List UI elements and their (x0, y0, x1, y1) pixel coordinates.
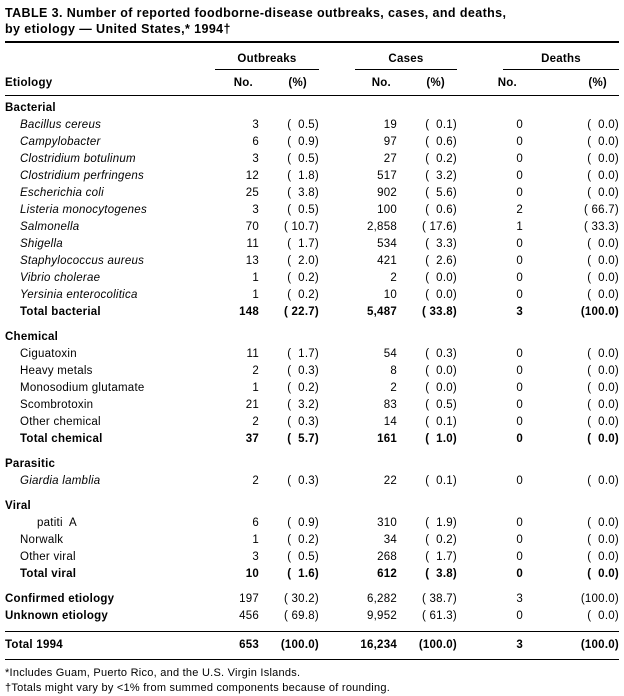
etiology-label: Ciguatoxin (20, 348, 77, 360)
outbreaks-no: 13 (245, 255, 259, 267)
cases-pct: ( 0.5) (425, 399, 457, 411)
table-row (5, 151, 619, 168)
etiology-label: Total 1994 (5, 639, 63, 651)
cases-no: 421 (377, 255, 397, 267)
etiology-label: Norwalk (20, 534, 64, 546)
etiology-label: Bacterial (5, 102, 56, 114)
deaths-pct: ( 0.0) (587, 551, 619, 563)
outbreaks-no: 1 (252, 289, 259, 301)
cases-pct: ( 1.9) (425, 517, 457, 529)
cases-pct: ( 3.2) (425, 170, 457, 182)
etiology-label: Chemical (5, 331, 59, 343)
deaths-pct: ( 0.0) (587, 610, 619, 622)
deaths-no: 0 (516, 365, 523, 377)
footnote-1: *Includes Guam, Puerto Rico, and the U.S. Virgin Islands. (5, 667, 301, 679)
table-row (5, 185, 619, 202)
section-header-row (5, 456, 619, 473)
deaths-no: 0 (516, 170, 523, 182)
table-row (5, 134, 619, 151)
summary-row (5, 608, 619, 625)
deaths-no: 0 (516, 568, 523, 580)
outbreaks-pct: ( 0.9) (287, 136, 319, 148)
cases-no: 161 (377, 433, 397, 445)
outbreaks-pct: ( 0.3) (287, 365, 319, 377)
etiology-label: Clostridium botulinum (20, 153, 136, 165)
cases-group-header: Cases (355, 52, 457, 70)
outbreaks-no: 3 (252, 153, 259, 165)
table-row (5, 346, 619, 363)
cases-no: 2,858 (366, 221, 397, 233)
cases-no: 8 (390, 365, 397, 377)
deaths-pct: (100.0) (580, 593, 619, 605)
deaths-no: 0 (516, 433, 523, 445)
cases-no: 100 (377, 204, 397, 216)
etiology-label: Unknown etiology (5, 610, 109, 622)
etiology-label: Bacillus cereus (20, 119, 102, 131)
section-total-row (5, 566, 619, 583)
deaths-pct: ( 0.0) (587, 289, 619, 301)
grand-total-row (5, 637, 619, 654)
cases-pct: ( 0.0) (425, 365, 457, 377)
cases-no: 5,487 (366, 306, 397, 318)
outbreaks-no: 11 (246, 238, 259, 250)
column-group-header-row (5, 52, 619, 70)
table-row (5, 270, 619, 287)
outbreaks-pct: ( 22.7) (284, 306, 319, 318)
cases-pct: ( 0.2) (425, 534, 457, 546)
table-row (5, 236, 619, 253)
outbreaks-no: 21 (245, 399, 259, 411)
group-header-spacer (5, 52, 215, 70)
deaths-pct: ( 0.0) (587, 348, 619, 360)
outbreaks-group-header: Outbreaks (215, 52, 319, 70)
deaths-pct: ( 0.0) (587, 416, 619, 428)
cases-no: 902 (377, 187, 397, 199)
outbreaks-pct: ( 0.5) (287, 204, 319, 216)
cases-pct: ( 0.1) (425, 119, 457, 131)
outbreaks-no: 37 (245, 433, 259, 445)
table-title-line1: TABLE 3. Number of reported foodborne-disease outbreaks, cases, and deaths, (5, 6, 507, 20)
deaths-pct: ( 0.0) (587, 534, 619, 546)
outbreaks-pct: ( 1.7) (287, 348, 319, 360)
etiology-label: Scombrotoxin (20, 399, 94, 411)
outbreaks-pct: ( 0.2) (287, 534, 319, 546)
table-row (5, 380, 619, 397)
outbreaks-pct: ( 1.6) (287, 568, 319, 580)
outbreaks-no: 2 (252, 416, 259, 428)
cases-pct: ( 5.6) (425, 187, 457, 199)
deaths-pct-header: (%) (588, 77, 607, 89)
outbreaks-pct: ( 1.8) (287, 170, 319, 182)
etiology-label: Escherichia coli (20, 187, 104, 199)
outbreaks-pct: ( 1.7) (287, 238, 319, 250)
deaths-pct: ( 0.0) (587, 399, 619, 411)
deaths-no: 0 (516, 399, 523, 411)
section-total-row (5, 304, 619, 321)
outbreaks-no: 6 (252, 517, 259, 529)
outbreaks-no: 2 (252, 475, 259, 487)
etiology-label: Monosodium glutamate (20, 382, 145, 394)
table-row (5, 253, 619, 270)
etiology-label: Staphylococcus aureus (20, 255, 145, 267)
table-row (5, 363, 619, 380)
outbreaks-pct: ( 0.3) (287, 416, 319, 428)
outbreaks-no: 25 (245, 187, 259, 199)
etiology-label: Parasitic (5, 458, 56, 470)
deaths-pct: ( 0.0) (587, 255, 619, 267)
summary-row (5, 591, 619, 608)
outbreaks-no: 12 (245, 170, 259, 182)
cases-pct: ( 0.1) (425, 416, 457, 428)
cases-pct: ( 3.3) (425, 238, 457, 250)
etiology-column-header: Etiology (5, 77, 53, 89)
outbreaks-pct: ( 0.5) (287, 153, 319, 165)
deaths-no: 3 (516, 639, 523, 651)
outbreaks-no: 10 (245, 568, 259, 580)
deaths-no: 0 (516, 517, 523, 529)
deaths-no: 0 (516, 153, 523, 165)
outbreaks-no: 1 (252, 534, 259, 546)
outbreaks-no: 3 (252, 551, 259, 563)
section-header-row (5, 100, 619, 117)
deaths-pct: (100.0) (580, 306, 619, 318)
deaths-no: 0 (516, 382, 523, 394)
cases-no: 534 (377, 238, 397, 250)
deaths-pct: ( 0.0) (587, 433, 619, 445)
outbreaks-pct: ( 0.3) (287, 475, 319, 487)
cases-pct: ( 17.6) (422, 221, 457, 233)
outbreaks-no: 2 (252, 365, 259, 377)
etiology-label: Listeria monocytogenes (20, 204, 147, 216)
deaths-pct: ( 0.0) (587, 187, 619, 199)
deaths-no-header: No. (497, 77, 517, 89)
outbreaks-no: 148 (239, 306, 259, 318)
outbreaks-no-header: No. (233, 77, 253, 89)
cases-no: 97 (383, 136, 397, 148)
deaths-no: 2 (516, 204, 523, 216)
cases-pct: ( 0.0) (425, 272, 457, 284)
deaths-pct: (100.0) (580, 639, 619, 651)
cases-pct-header: (%) (426, 77, 445, 89)
deaths-no: 0 (516, 610, 523, 622)
outbreaks-pct: ( 0.2) (287, 382, 319, 394)
cases-no: 2 (390, 272, 397, 284)
table-row (5, 202, 619, 219)
deaths-no: 0 (516, 136, 523, 148)
cases-no: 268 (377, 551, 397, 563)
deaths-pct: ( 0.0) (587, 153, 619, 165)
deaths-no: 3 (516, 306, 523, 318)
cases-pct: ( 0.6) (425, 136, 457, 148)
deaths-no: 1 (516, 221, 523, 233)
deaths-no: 0 (516, 255, 523, 267)
cases-pct: ( 1.7) (425, 551, 457, 563)
deaths-pct: ( 0.0) (587, 119, 619, 131)
outbreaks-pct: ( 69.8) (284, 610, 319, 622)
deaths-no: 0 (516, 119, 523, 131)
deaths-pct: ( 33.3) (584, 221, 619, 233)
cases-pct: ( 61.3) (422, 610, 457, 622)
deaths-no: 0 (516, 348, 523, 360)
deaths-group-header: Deaths (503, 52, 619, 70)
cases-no: 310 (377, 517, 397, 529)
table-row (5, 117, 619, 134)
cases-pct: ( 0.0) (425, 382, 457, 394)
outbreaks-no: 653 (239, 639, 259, 651)
etiology-label: Shigella (20, 238, 63, 250)
deaths-pct: ( 0.0) (587, 517, 619, 529)
outbreaks-pct: ( 5.7) (287, 433, 319, 445)
cases-pct: ( 0.2) (425, 153, 457, 165)
etiology-label: Vibrio cholerae (20, 272, 101, 284)
deaths-pct: ( 0.0) (587, 382, 619, 394)
deaths-no: 0 (516, 416, 523, 428)
table-row (5, 414, 619, 431)
deaths-pct: ( 0.0) (587, 170, 619, 182)
section-header-row (5, 329, 619, 346)
outbreaks-no: 3 (252, 119, 259, 131)
table-row (5, 532, 619, 549)
outbreaks-no: 3 (252, 204, 259, 216)
cases-no: 19 (383, 119, 397, 131)
outbreaks-pct: ( 2.0) (287, 255, 319, 267)
outbreaks-no: 456 (239, 610, 259, 622)
outbreaks-pct: ( 0.2) (287, 272, 319, 284)
deaths-no: 0 (516, 475, 523, 487)
deaths-pct: ( 0.0) (587, 365, 619, 377)
deaths-no: 0 (516, 187, 523, 199)
table-body (5, 96, 619, 625)
deaths-pct: ( 0.0) (587, 136, 619, 148)
etiology-label: Other viral (20, 551, 76, 563)
outbreaks-pct: ( 10.7) (284, 221, 319, 233)
table-row (5, 287, 619, 304)
section-total-row (5, 431, 619, 448)
deaths-no: 3 (516, 593, 523, 605)
cases-pct: ( 0.0) (425, 289, 457, 301)
table-row (5, 515, 619, 532)
table-row (5, 219, 619, 236)
outbreaks-pct: ( 0.2) (287, 289, 319, 301)
table-row (5, 397, 619, 414)
cases-no: 22 (383, 475, 397, 487)
cases-no-header: No. (371, 77, 391, 89)
cases-no: 34 (383, 534, 397, 546)
deaths-pct: ( 0.0) (587, 238, 619, 250)
etiology-label: Salmonella (20, 221, 80, 233)
outbreaks-no: 11 (246, 348, 259, 360)
section-header-row (5, 498, 619, 515)
cases-pct: ( 2.6) (425, 255, 457, 267)
deaths-no: 0 (516, 238, 523, 250)
cases-pct: (100.0) (418, 639, 457, 651)
cases-no: 83 (383, 399, 397, 411)
cases-pct: ( 3.8) (425, 568, 457, 580)
outbreaks-pct-header: (%) (288, 77, 307, 89)
cases-no: 10 (383, 289, 397, 301)
table-row (5, 473, 619, 490)
outbreaks-pct: ( 0.9) (287, 517, 319, 529)
etiology-label: Total chemical (20, 433, 103, 445)
title-rule (5, 41, 619, 43)
cases-pct: ( 0.6) (425, 204, 457, 216)
deaths-no: 0 (516, 289, 523, 301)
outbreaks-no: 70 (245, 221, 259, 233)
deaths-no: 0 (516, 272, 523, 284)
cases-no: 517 (377, 170, 397, 182)
etiology-label: patiti A (37, 517, 77, 529)
etiology-label: Confirmed etiology (5, 593, 115, 605)
cases-no: 6,282 (366, 593, 397, 605)
deaths-pct: ( 0.0) (587, 272, 619, 284)
outbreaks-pct: ( 0.5) (287, 551, 319, 563)
deaths-no: 0 (516, 534, 523, 546)
table-title (5, 5, 619, 37)
column-header-row (5, 70, 619, 96)
outbreaks-no: 197 (239, 593, 259, 605)
etiology-label: Giardia lamblia (20, 475, 101, 487)
table-title-line2: by etiology — United States,* 1994† (5, 22, 231, 36)
cases-pct: ( 0.1) (425, 475, 457, 487)
cases-no: 27 (383, 153, 397, 165)
outbreaks-pct: ( 3.2) (287, 399, 319, 411)
table-row (5, 168, 619, 185)
outbreaks-pct: (100.0) (280, 639, 319, 651)
outbreaks-pct: ( 3.8) (287, 187, 319, 199)
cases-no: 9,952 (366, 610, 397, 622)
etiology-label: Campylobacter (20, 136, 101, 148)
etiology-label: Other chemical (20, 416, 101, 428)
deaths-pct: ( 66.7) (584, 204, 619, 216)
cases-no: 16,234 (360, 639, 397, 651)
deaths-no: 0 (516, 551, 523, 563)
cases-pct: ( 1.0) (425, 433, 457, 445)
deaths-pct: ( 0.0) (587, 568, 619, 580)
etiology-label: Heavy metals (20, 365, 93, 377)
outbreaks-no: 6 (252, 136, 259, 148)
etiology-label: Total viral (20, 568, 77, 580)
cases-no: 14 (383, 416, 397, 428)
etiology-label: Yersinia enterocolitica (20, 289, 138, 301)
table-row (5, 549, 619, 566)
outbreaks-no: 1 (252, 272, 259, 284)
etiology-label: Viral (5, 500, 31, 512)
deaths-pct: ( 0.0) (587, 475, 619, 487)
etiology-label: Total bacterial (20, 306, 101, 318)
cases-pct: ( 0.3) (425, 348, 457, 360)
cases-pct: ( 33.8) (422, 306, 457, 318)
outbreaks-no: 1 (252, 382, 259, 394)
footnote-2: †Totals might vary by <1% from summed components because of rounding. (5, 682, 391, 694)
outbreaks-pct: ( 0.5) (287, 119, 319, 131)
etiology-label: Clostridium perfringens (20, 170, 144, 182)
outbreaks-pct: ( 30.2) (284, 593, 319, 605)
grand-total-band (5, 631, 619, 660)
cases-no: 612 (377, 568, 397, 580)
cases-no: 2 (390, 382, 397, 394)
cases-no: 54 (383, 348, 397, 360)
footnotes (5, 666, 619, 696)
cases-pct: ( 38.7) (422, 593, 457, 605)
